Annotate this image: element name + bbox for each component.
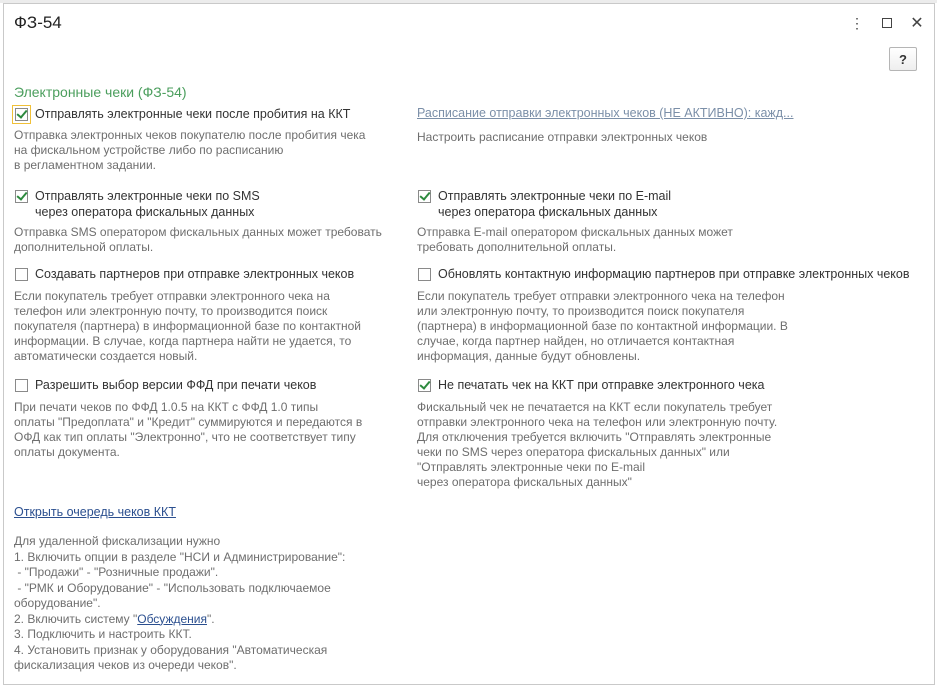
send-sms-label[interactable]: Отправлять электронные чеки по SMS через оператора фискальных данных xyxy=(35,189,260,219)
no-print-description: Фискальный чек не печатается на ККТ если покупатель требует отправки электронного чека на телефон или электронную почту. Для отключения требуется включить "Отправлять электронные чеки по SMS через оператора фискальных данных" или "Отправлять электронные чеки по E-mail через оператора фискальных данных" xyxy=(417,400,778,489)
create-partners-description: Если покупатель требует отправки электронного чека на телефон или электронную почту, то производится поиск покупателя (партнера) в информационной базе по контактной информации. В случае, когда партнера найти не удается, то автоматически создается новый. xyxy=(14,289,362,363)
instruction-line: Для удаленной фискализации нужно xyxy=(14,534,221,548)
maximize-icon xyxy=(882,18,892,28)
instruction-line xyxy=(14,612,345,628)
update-contacts-checkbox[interactable] xyxy=(418,268,431,281)
instruction-line: 4. Установить признак у оборудования "Автоматическая xyxy=(14,642,328,657)
instruction-line: оборудование". xyxy=(14,596,101,610)
update-contacts-description: Если покупатель требует отправки электронного чека на телефон или электронную почту, то производится поиск покупателя (партнера) в информационной базе по контактной информации. В случае, когда партнер найден, но отличается контактная информация, данные будут обновлены. xyxy=(417,289,788,363)
ffd-version-checkbox[interactable] xyxy=(15,379,28,392)
send-sms-checkbox[interactable] xyxy=(15,190,28,203)
send-email-label[interactable]: Отправлять электронные чеки по E-mail через оператора фискальных данных xyxy=(438,189,672,219)
no-print-checkbox[interactable] xyxy=(418,379,431,392)
ffd-version-label[interactable]: Разрешить выбор версии ФФД при печати чеков xyxy=(35,378,317,392)
close-icon: ✕ xyxy=(910,15,924,32)
instruction-text: ". xyxy=(206,611,215,626)
instruction-line: 1. Включить опции в разделе "НСИ и Администрирование": xyxy=(14,549,346,564)
discussions-link[interactable]: Обсуждения xyxy=(137,611,207,626)
maximize-button[interactable] xyxy=(877,13,897,33)
help-button[interactable]: ? xyxy=(889,47,917,71)
create-partners-checkbox[interactable] xyxy=(15,268,28,281)
schedule-description: Настроить расписание отправки электронных чеков xyxy=(417,130,708,144)
send-after-print-checkbox[interactable] xyxy=(15,108,28,121)
instruction-text: 2. Включить систему " xyxy=(14,611,138,626)
update-contacts-label[interactable]: Обновлять контактную информацию партнеров при отправке электронных чеков xyxy=(438,267,910,281)
close-button[interactable] xyxy=(907,13,927,33)
instruction-line: - "РМК и Оборудование" - "Использовать подключаемое xyxy=(14,580,331,595)
settings-window xyxy=(3,3,935,685)
no-print-label[interactable]: Не печатать чек на ККТ при отправке электронного чека xyxy=(438,378,765,392)
open-queue-link[interactable]: Открыть очередь чеков ККТ xyxy=(14,505,176,519)
more-options-icon[interactable]: ⋮ xyxy=(850,15,864,31)
schedule-link[interactable]: Расписание отправки электронных чеков (НЕ АКТИВНО): кажд... xyxy=(417,106,794,120)
section-title: Электронные чеки (ФЗ-54) xyxy=(14,84,187,100)
ffd-version-description: При печати чеков по ФФД 1.0.5 на ККТ с ФФД 1.0 типы оплаты "Предоплата" и "Кредит" суммируются и передаются в ОФД как тип оплаты "Электронно", что не соответствует типу оплаты документа. xyxy=(14,400,363,459)
window-title: ФЗ-54 xyxy=(14,13,62,32)
instruction-line: - "Продажи" - "Розничные продажи". xyxy=(14,565,219,579)
instruction-line: 3. Подключить и настроить ККТ. xyxy=(14,627,192,641)
send-sms-description: Отправка SMS оператором фискальных данных может требовать дополнительной оплаты. xyxy=(14,225,382,254)
instruction-line: фискализация чеков из очереди чеков". xyxy=(14,658,237,672)
send-after-print-description: Отправка электронных чеков покупателю после пробития чека на фискальном устройстве либо по расписанию в регламентном задании. xyxy=(14,128,366,172)
send-email-checkbox[interactable] xyxy=(418,190,431,203)
instructions-block xyxy=(14,534,345,674)
send-email-description: Отправка E-mail оператором фискальных данных может требовать дополнительной оплаты. xyxy=(417,225,733,254)
create-partners-label[interactable]: Создавать партнеров при отправке электронных чеков xyxy=(35,267,355,281)
send-after-print-label[interactable]: Отправлять электронные чеки после пробития на ККТ xyxy=(35,107,351,121)
